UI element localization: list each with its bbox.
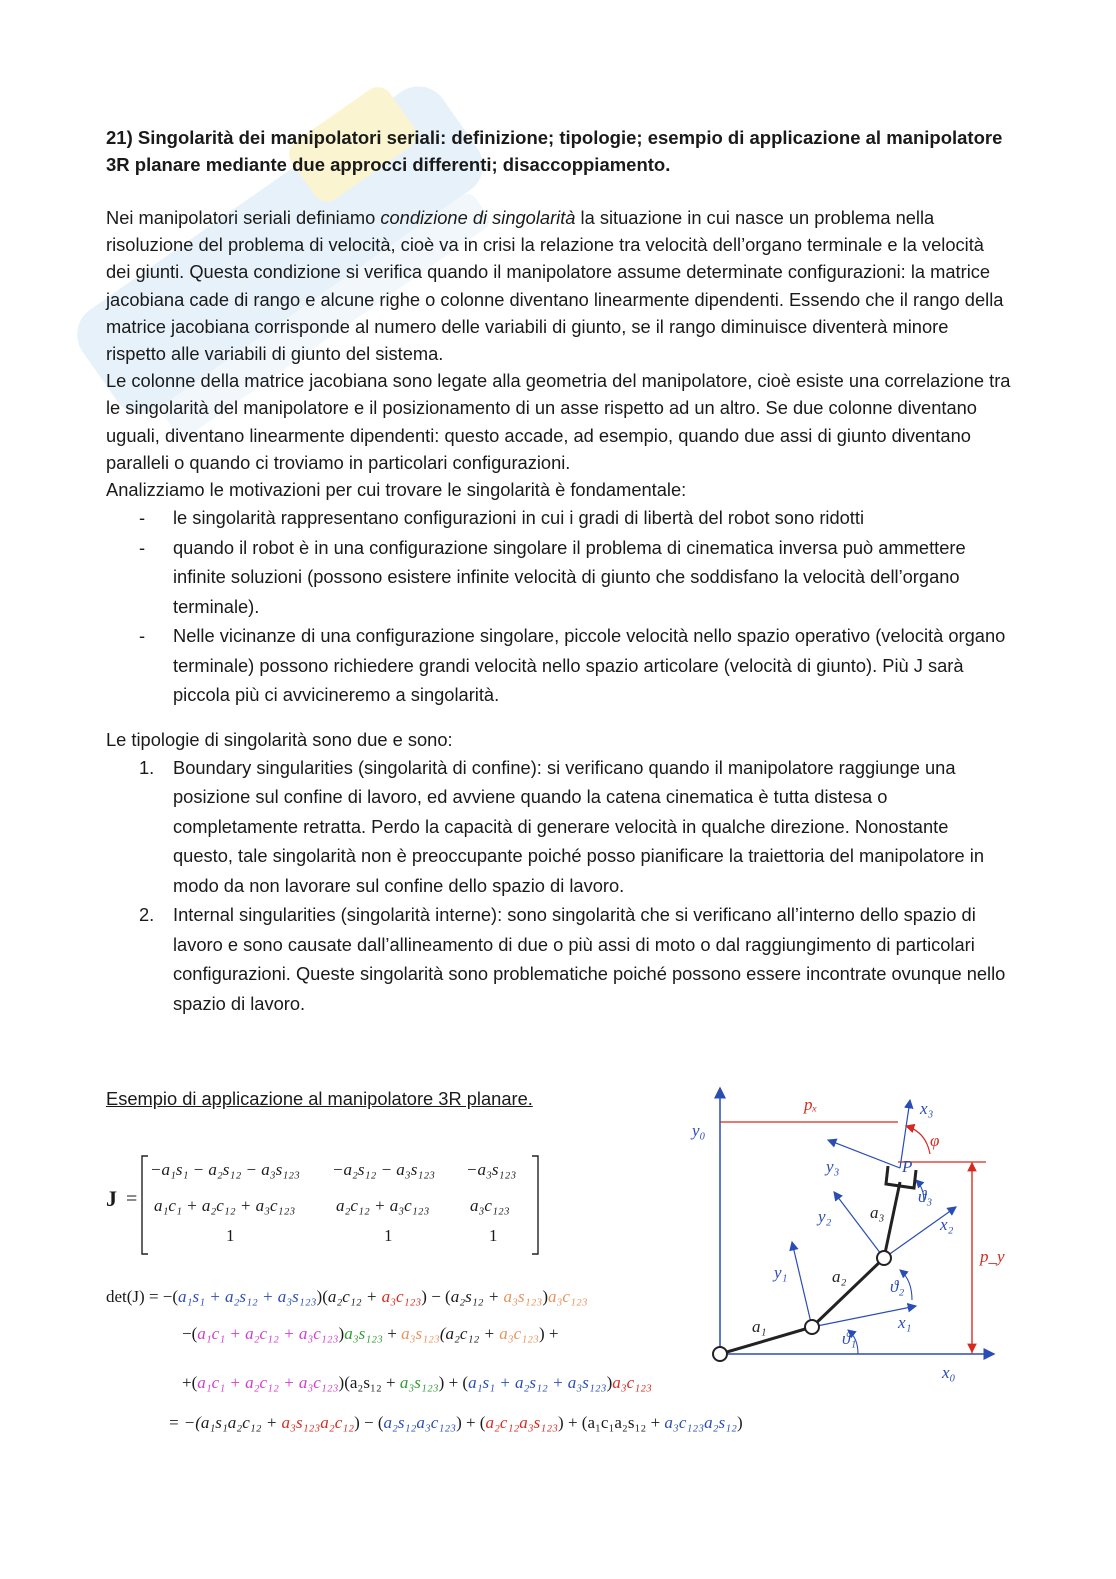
- matrix-cell: 1: [489, 1226, 498, 1245]
- y1-axis: [792, 1242, 812, 1327]
- det-lhs: det(J) =: [106, 1287, 159, 1306]
- y2-axis: [834, 1192, 884, 1258]
- label-y3: y₃: [826, 1157, 840, 1176]
- jacobian-equals: =: [126, 1188, 138, 1210]
- label-y1: y₁: [774, 1263, 788, 1282]
- link-3: [884, 1182, 900, 1258]
- matrix-cell: −a₁s₁ − a₂s₁₂ − a₃s₁₂₃: [150, 1160, 300, 1179]
- matrix-cell: a₁c₁ + a₂c₁₂ + a₃c₁₂₃: [154, 1196, 296, 1215]
- determinant-line-4: = −(a₁s₁a₂c₁₂ + a₃s₁₂₃a₂c₁₂) − (a₂s₁₂a₃c₁₂₃) + (a₂c₁₂a₃s₁₂₃) + (a₁c₁a₂s₁₂ + a₃c₁₂₃a₂s₁₂): [168, 1413, 743, 1432]
- label-x3: x₃: [920, 1099, 934, 1118]
- matrix-cell: a₂c₁₂ + a₃c₁₂₃: [336, 1196, 430, 1215]
- label-x2: x₂: [940, 1215, 954, 1234]
- label-a2: a₂: [832, 1267, 847, 1286]
- singularity-term: condizione di singolarità: [380, 207, 576, 228]
- label-a1: a₁: [752, 1317, 767, 1336]
- link-2: [812, 1258, 884, 1327]
- types-intro: Le tipologie di singolarità sono due e sono:: [106, 728, 453, 750]
- example-heading: Esempio di applicazione al manipolatore 3R planare.: [106, 1088, 533, 1109]
- label-y2: y₂: [818, 1207, 832, 1226]
- intro-paragraph-2: Le colonne della matrice jacobiana sono legate alla geometria del manipolatore, cioè esiste una correlazione tra le singolarità del manipolatore e il posizionamento di un asse rispetto ad un altro. Se due colonne diventano uguali, diventano linearmente dipendenti: questo accade, ad esempio, quando due assi di giunto diventano paralleli o quando ci troviamo in particolari configurazioni.: [106, 370, 1011, 473]
- label-x1: x₁: [898, 1313, 912, 1332]
- label-x0: x₀: [942, 1363, 956, 1382]
- matrix-cell: −a₂s₁₂ − a₃s₁₂₃: [332, 1160, 436, 1179]
- intro-paragraph-3: Analizziamo le motivazioni per cui trovare le singolarità è fondamentale:: [106, 479, 687, 501]
- determinant-line-3: +(a₁c₁ + a₂c₁₂ + a₃c₁₂₃)(a₂s₁₂ + a₃s₁₂₃) + (a₁s₁ + a₂s₁₂ + a₃s₁₂₃)a₃c₁₂₃: [182, 1373, 652, 1392]
- intro-paragraph-1: Nei manipolatori seriali definiamo condizione di singolarità la situazione in cui nasce un problema nella risoluzione del problema di velocità, cioè va in crisi la relazione tra velocità dell’organo terminale e la velocità dei giunti. Questa condizione si verifica quando il manipolatore assume determinate configurazioni: la matrice jacobiana cade di rango e alcune righe o colonne diventano linearmente dipendenti. Essendo che il rango della matrice jacobiana corrisponde al numero delle variabili di giunto, se il rango diminuisce diventerà minore rispetto alle variabili di giunto del sistema.: [106, 207, 1004, 365]
- label-px: pₓ: [804, 1095, 818, 1114]
- determinant-line-1: det(J) = −(a₁s₁ + a₂s₁₂ + a₃s₁₂₃)(a₂c₁₂ + a₃c₁₂₃) − (a₂s₁₂ + a₃s₁₂₃)a₃c₁₂₃: [106, 1287, 588, 1306]
- label-P: P: [902, 1157, 913, 1176]
- joint-2: [877, 1251, 891, 1265]
- joint-0: [713, 1347, 727, 1361]
- list-item: - quando il robot è in una configurazione singolare il problema di cinematica inversa può ammettere infinite soluzioni (possono esistere infinite velocità di giunto che soddisfano la velocità dell’organo terminale).: [139, 536, 966, 617]
- label-y0: y₀: [692, 1121, 706, 1140]
- matrix-cell: 1: [226, 1226, 235, 1245]
- matrix-cell: −a₃s₁₂₃: [466, 1160, 517, 1179]
- label-theta2: ϑ₂: [890, 1277, 905, 1296]
- label-phi: φ: [930, 1131, 940, 1150]
- jacobian-matrix: [104, 1150, 544, 1260]
- label-theta3: ϑ₃: [918, 1187, 933, 1206]
- list-item: - Nelle vicinanze di una configurazione singolare, piccole velocità nello spazio operativo (velocità organo terminale) possono richiedere grandi velocità nello spazio articolare (velocità di giunto). Più J sarà piccola più ci avvicineremo a singolarità.: [139, 625, 1006, 706]
- reasons-list: [106, 503, 1011, 710]
- matrix-cell: 1: [384, 1226, 393, 1245]
- page-title: 21) Singolarità dei manipolatori seriali: definizione; tipologie; esempio di applicazione al manipolatore 3R planare mediante due approcci differenti; disaccoppiamento.: [106, 127, 1003, 175]
- label-py: p_y: [980, 1247, 1005, 1266]
- label-a3: a₃: [870, 1203, 885, 1222]
- phi-arc: [906, 1126, 930, 1154]
- list-item: - le singolarità rappresentano configurazioni in cui i gradi di libertà del robot sono ridotti: [139, 507, 865, 529]
- types-list: [106, 753, 1011, 1019]
- joint-1: [805, 1320, 819, 1334]
- manipulator-3r-diagram: [688, 1082, 1018, 1392]
- list-item: 2. Internal singularities (singolarità interne): sono singolarità che si verificano all’interno dello spazio di lavoro e sono causate dall’allineamento di due o più assi di moto o dal raggiungimento di particolari configurazioni. Queste singolarità sono problematiche poiché possono essere incontrate ovunque nello spazio di lavoro.: [139, 904, 1006, 1014]
- jacobian-label: J: [106, 1186, 117, 1211]
- list-item: 1. Boundary singularities (singolarità di confine): si verificano quando il manipolatore raggiunge una posizione sul confine di lavoro, ed avviene quando la catena cinematica è tutta distesa o completamente retratta. Perdo la capacità di generare velocità in qualche direzione. Nonostante questo, tale singolarità non è preoccupante poiché posso pianificare la traiettoria del manipolatore in modo da non lavorare sul confine dello spazio di lavoro.: [139, 756, 984, 896]
- body-text: [106, 204, 1011, 1018]
- matrix-cell: a₃c₁₂₃: [470, 1196, 510, 1215]
- determinant-line-2: −(a₁c₁ + a₂c₁₂ + a₃c₁₂₃)a₃s₁₂₃ + a₃s₁₂₃(a₂c₁₂ + a₃c₁₂₃) +: [182, 1324, 559, 1343]
- label-theta1: ϑ₁: [842, 1329, 857, 1348]
